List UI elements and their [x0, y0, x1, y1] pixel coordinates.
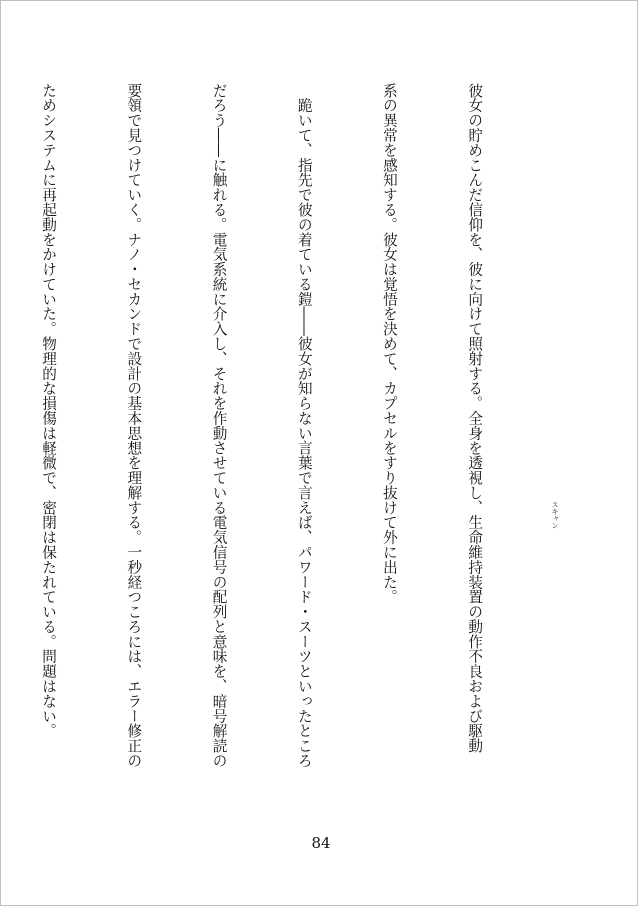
- text-line: 跪いて、指先で彼の着ている鎧――彼女が知らない言葉で言えば、パワード・スーツといったところ: [295, 83, 313, 769]
- text-line: 彼女の貯めこんだ信仰を、彼に向けて照射する。全身を透視し、生命維持装置の動作不良および駆動: [466, 83, 484, 754]
- ruby-annotation: スキャン: [551, 501, 559, 529]
- page-number: 84: [311, 834, 331, 852]
- vertical-text-body: [0, 83, 545, 783]
- text-line: 系の異常を感知する。彼女は覚悟を決めて、カプセルをすり抜けて外に出た。: [380, 83, 398, 605]
- text-line: ためシステムに再起動をかけていた。物理的な損傷は軽微で、密閉は保たれている。問題はない。: [40, 83, 58, 739]
- text-line: だろう――に触れる。電気系統に介入し、それを作動させている電気信号の配列と意味を、暗号解読の: [210, 83, 228, 769]
- text-line: 要領で見つけていく。ナノ・セカンドで設計の基本思想を理解する。一秒経つころには、エラー修正の: [125, 83, 143, 769]
